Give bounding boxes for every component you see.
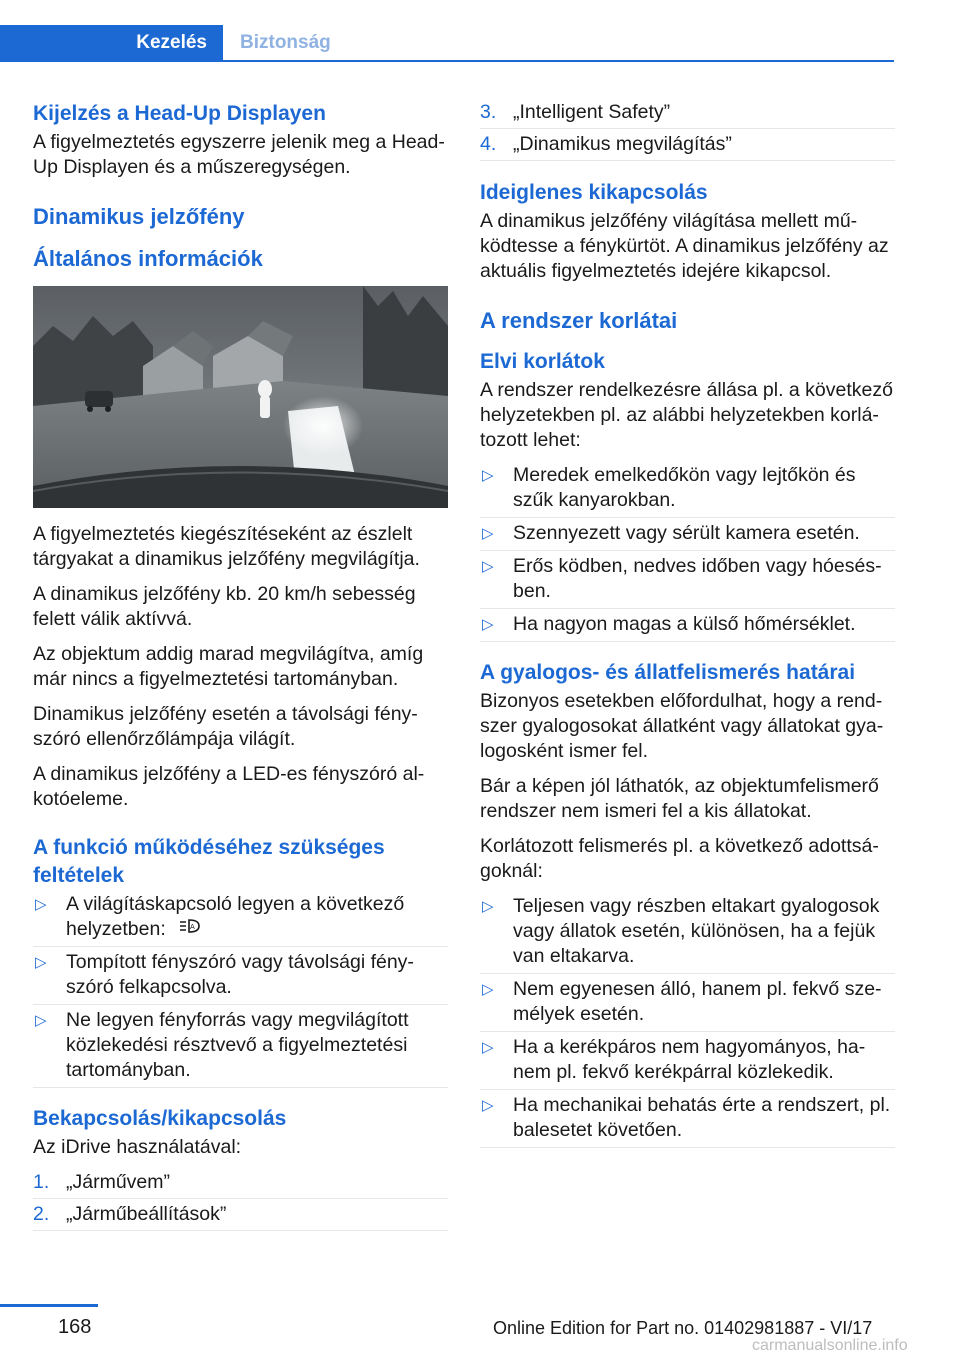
night-road-illustration	[33, 286, 448, 508]
step-text: „Dinamikus megvilágítás”	[513, 133, 732, 155]
triangle-right-icon: ▷	[482, 898, 494, 915]
page-number: 168	[58, 1316, 92, 1338]
paragraph-idrive: Az iDrive használatával:	[33, 1136, 242, 1159]
heading-dynamic-light: Dinamikus jelzőfény	[33, 204, 245, 229]
paragraph-4: Dinamikus jelzőfény esetén a távolsági fényszóró ellenőrzőlámpája világít.	[33, 703, 418, 750]
tab-biztonsag[interactable]: Biztonság	[240, 31, 331, 53]
list-item: ▷ Szennyezett vagy sérült kamera esetén.	[480, 521, 895, 546]
paragraph-1: A figyelmeztetés kiegészítéseként az észlelt tárgyakat a dinamikus jelzőfény megvilágítja.	[33, 523, 420, 570]
list-item	[480, 100, 895, 125]
auto-headlight-icon	[177, 917, 203, 942]
list-item: ▷ Ha nagyon magas a külső hőmérséklet.	[480, 612, 895, 637]
triangle-right-icon: ▷	[482, 1039, 494, 1056]
list-item: ▷ Ha mechanikai behatás érte a rendszert, pl. balesetet követően.	[480, 1093, 895, 1143]
triangle-right-icon: ▷	[482, 1097, 494, 1114]
paragraph-ped-3: Korlátozott felismerés pl. a következő adottságoknál:	[480, 835, 879, 882]
triangle-right-icon: ▷	[482, 558, 494, 575]
steps-list-right	[480, 100, 895, 157]
basic-limits-list	[480, 463, 895, 637]
list-item: ▷ Tompított fényszóró vagy távolsági fényszóró felkapcsolva.	[33, 950, 448, 1000]
heading-general-info: Általános információk	[33, 246, 263, 271]
list-item	[33, 1170, 448, 1195]
list-item: ▷ Teljesen vagy részben eltakart gyalogosok vagy állatok esetén, különösen, ha a fejük van eltakarva.	[480, 894, 895, 969]
heading-basic-limits: Elvi korlátok	[480, 350, 605, 373]
watermark: carmanualsonline.info	[752, 1337, 908, 1354]
ped-limits-list	[480, 894, 895, 1143]
step-text: „Járműbeállítások”	[66, 1203, 227, 1226]
triangle-right-icon: ▷	[482, 467, 494, 484]
triangle-right-icon: ▷	[482, 616, 494, 633]
triangle-right-icon: ▷	[35, 954, 47, 972]
tab-underline	[0, 60, 894, 62]
heading-on-off: Bekapcsolás/kikapcsolás	[33, 1107, 287, 1131]
tab-kezeles[interactable]: Kezelés	[0, 25, 223, 60]
steps-list-left	[33, 1170, 448, 1227]
heading-pedestrian-animal-limits: A gyalogos- és állatfelismerés határai	[480, 661, 856, 684]
list-item: ▷ Nem egyenesen álló, hanem pl. fekvő személyek esetén.	[480, 977, 895, 1027]
footer-accent-line	[0, 1304, 98, 1307]
heading-temporary-off: Ideiglenes kikapcsolás	[480, 181, 708, 204]
heading-hud: Kijelzés a Head-Up Displayen	[33, 102, 326, 125]
list-item: ▷ Ha a kerékpáros nem hagyományos, hanem pl. fekvő kerékpárral közlekedik.	[480, 1035, 895, 1085]
paragraph-ped-1: Bizonyos esetekben előfordulhat, hogy a rendszer gyalogosokat állatként vagy állatokat gyalogosként ismer fel.	[480, 690, 884, 762]
triangle-right-icon: ▷	[35, 896, 47, 913]
step-text: „Járművem”	[66, 1171, 171, 1194]
triangle-right-icon: ▷	[482, 525, 494, 542]
paragraph-hud: A figyelmeztetés egyszerre jelenik meg a Head-Up Displayen és a műszeregységen.	[33, 131, 445, 178]
svg-text:A: A	[190, 923, 195, 932]
list-item: ▷ A világításkapcsoló legyen a következő helyzetben: A	[33, 892, 448, 942]
step-text: „Intelligent Safety”	[513, 101, 671, 123]
step-number: 2.	[33, 1203, 50, 1226]
chapter-tabs	[0, 25, 894, 60]
list-item	[33, 1202, 448, 1227]
paragraph-basic-limits: A rendszer rendelkezésre állása pl. a következő helyzetekben pl. az alábbi helyzetekben korlátozott lehet:	[480, 379, 893, 451]
heading-system-limits: A rendszer korlátai	[480, 308, 678, 333]
list-item: ▷ Ne legyen fényforrás vagy megvilágított közlekedési résztvevő a figyelmeztetési tartományban.	[33, 1008, 448, 1083]
paragraph-3: Az objektum addig marad megvilágítva, amíg már nincs a figyelmeztetési tartományban.	[33, 643, 424, 690]
paragraph-5: A dinamikus jelzőfény a LED-es fényszóró alkotóeleme.	[33, 763, 425, 810]
triangle-right-icon: ▷	[482, 981, 494, 998]
step-number: 1.	[33, 1171, 50, 1194]
paragraph-2: A dinamikus jelzőfény kb. 20 km/h sebesség felett válik aktívvá.	[33, 583, 416, 630]
left-column	[33, 100, 448, 1237]
list-item	[480, 132, 895, 157]
paragraph-ped-2: Bár a képen jól láthatók, az objektumfelismerő rendszer nem ismeri fel a kis állatokat.	[480, 775, 879, 822]
list-item: ▷ Meredek emelkedőkön vagy lejtőkön és szűk kanyarokban.	[480, 463, 895, 513]
paragraph-temporary-off: A dinamikus jelzőfény világítása mellett működtesse a fénykürtöt. A dinamikus jelzőfény az aktuális figyelmeztetés idejére kikapcsol.	[480, 210, 889, 282]
triangle-right-icon: ▷	[35, 1012, 47, 1030]
step-number: 3.	[480, 101, 497, 123]
right-column	[480, 100, 895, 1153]
edition-note: Online Edition for Part no. 01402981887 - VI/17	[493, 1318, 873, 1338]
step-number: 4.	[480, 133, 497, 155]
heading-requirements: A funkció működéséhez szükséges feltételek	[33, 836, 385, 887]
list-item: ▷ Erős ködben, nedves időben vagy hóesésben.	[480, 554, 895, 604]
requirements-list	[33, 892, 448, 1083]
